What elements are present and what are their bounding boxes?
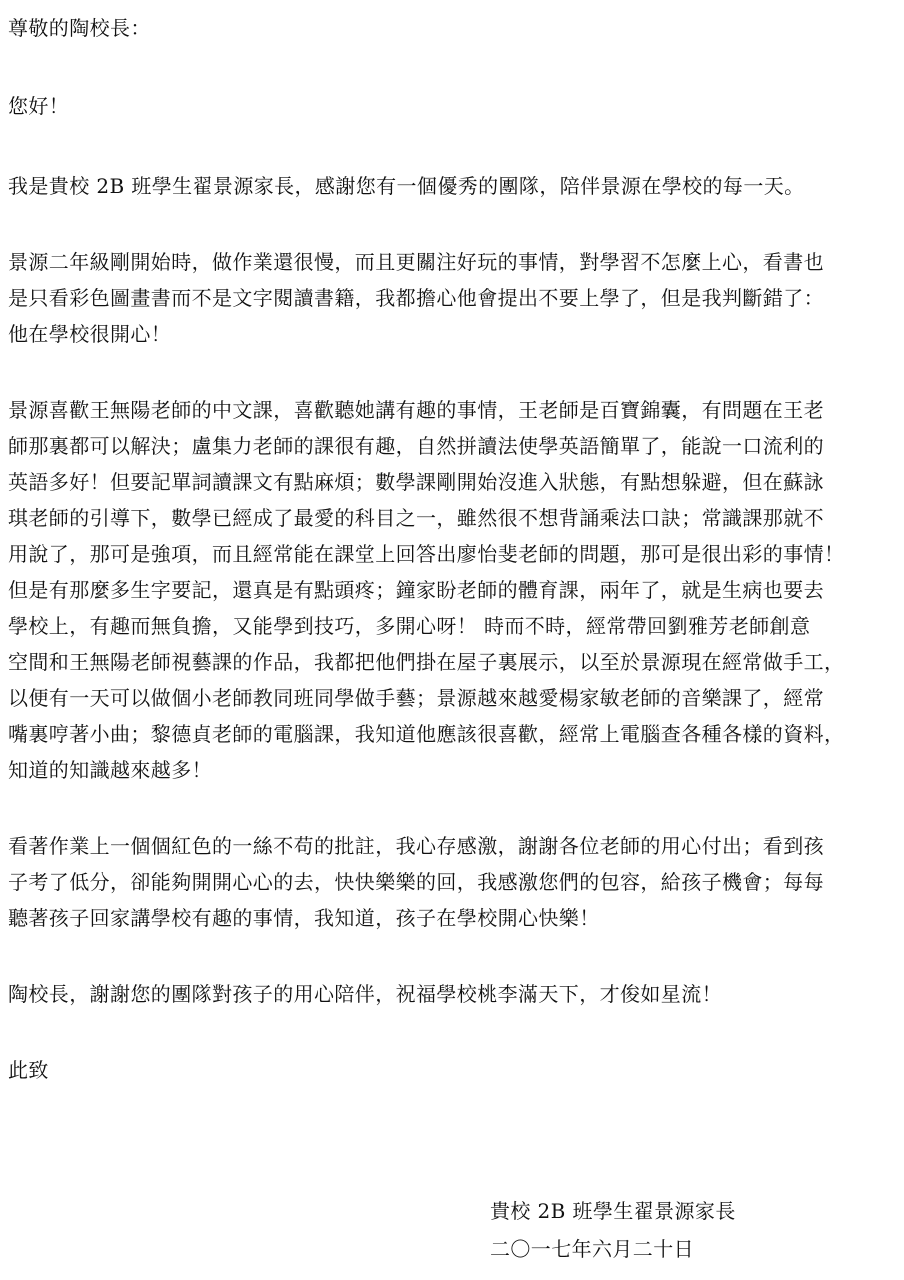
intro-paragraph: 我是貴校 2B 班學生翟景源家長，感謝您有一個優秀的團隊，陪伴景源在學校的每一天。 <box>8 174 805 198</box>
letter-date: 二〇一七年六月二十日 <box>490 1237 694 1261</box>
paragraph-line: 學校上，有趣而無負擔，又能學到技巧，多開心呀！ 時而不時，經常帶回劉雅芳老師創意 <box>8 614 811 638</box>
paragraph-line: 以便有一天可以做個小老師教同班同學做手藝；景源越來越愛楊家敏老師的音樂課了，經常 <box>8 686 824 710</box>
paragraph-line: 琪老師的引導下，數學已經成了最愛的科目之一，雖然很不想背誦乘法口訣；常識課那就不 <box>8 506 824 530</box>
paragraph-line: 用說了，那可是強項，而且經常能在課堂上回答出廖怡斐老師的問題，那可是很出彩的事情！ <box>8 542 845 566</box>
paragraph-line: 英語多好！但要記單詞讀課文有點麻煩；數學課剛開始沒進入狀態，有點想躲避，但在蘇詠 <box>8 470 824 494</box>
paragraph-line: 景源喜歡王無陽老師的中文課，喜歡聽她講有趣的事情，王老師是百寶錦囊，有問題在王老 <box>8 398 824 422</box>
paragraph-line: 知道的知識越來越多！ <box>8 758 212 782</box>
paragraph-line: 子考了低分，卻能夠開開心心的去，快快樂樂的回，我感激您們的包容，給孩子機會；每每 <box>8 870 824 894</box>
paragraph-line: 他在學校很開心！ <box>8 322 172 346</box>
paragraph-3 <box>8 828 888 936</box>
paragraph-line: 景源二年級剛開始時，做作業還很慢，而且更關注好玩的事情，對學習不怎麼上心，看書也 <box>8 250 824 274</box>
paragraph-1 <box>8 244 888 352</box>
paragraph-2 <box>8 392 888 788</box>
closing: 此致 <box>8 1058 49 1082</box>
greeting: 您好！ <box>8 94 70 118</box>
signature-block <box>490 1192 890 1268</box>
salutation: 尊敬的陶校長： <box>8 16 151 40</box>
paragraph-line: 聽著孩子回家講學校有趣的事情，我知道，孩子在學校開心快樂！ <box>8 906 600 930</box>
letter-body <box>8 10 888 1088</box>
signature: 貴校 2B 班學生翟景源家長 <box>490 1199 736 1223</box>
paragraph-line: 師那裏都可以解決；盧集力老師的課很有趣，自然拼讀法使學英語簡單了，能說一口流利的 <box>8 434 824 458</box>
paragraph-line: 看著作業上一個個紅色的一絲不苟的批註，我心存感激，謝謝各位老師的用心付出；看到孩 <box>8 834 824 858</box>
paragraph-4: 陶校長，謝謝您的團隊對孩子的用心陪伴，祝福學校桃李滿天下，才俊如星流！ <box>8 982 722 1006</box>
paragraph-line: 嘴裏哼著小曲；黎德貞老師的電腦課，我知道他應該很喜歡，經常上電腦查各種各樣的資料， <box>8 722 845 746</box>
paragraph-line: 但是有那麼多生字要記，還真是有點頭疼；鐘家盼老師的體育課，兩年了，就是生病也要去 <box>8 578 824 602</box>
paragraph-line: 是只看彩色圖畫書而不是文字閱讀書籍，我都擔心他會提出不要上學了，但是我判斷錯了： <box>8 286 824 310</box>
paragraph-line: 空間和王無陽老師視藝課的作品，我都把他們掛在屋子裏展示，以至於景源現在經常做手工， <box>8 650 845 674</box>
